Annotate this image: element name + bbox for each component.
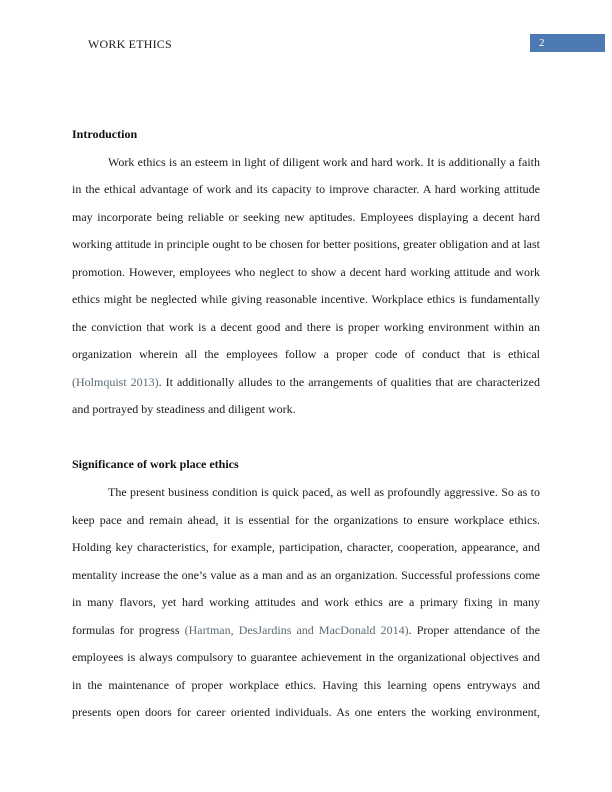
- paragraph-significance: [72, 479, 540, 727]
- section-heading-introduction: Introduction: [72, 127, 138, 141]
- paragraph-text: . Proper attendance of the employees is always compulsory to guarantee achievement in the organizational objectives and in the maintenance of proper workplace ethics. Having this learning opens entryways and presents open doors for career oriented individuals. As one enters the working environment,: [72, 622, 541, 720]
- page-number-field: 2: [530, 34, 605, 52]
- running-head: WORK ETHICS: [88, 37, 172, 51]
- citation-link-hartman[interactable]: (Hartman, DesJardins and MacDonald 2014): [184, 622, 409, 637]
- section-heading-significance: Significance of work place ethics: [72, 457, 239, 472]
- paragraph-text: The present business condition is quick paced, as well as profoundly aggressive. So as to keep pace and remain ahead, it is essential for the organizations to ensure workplace ethics. Holding key characteristics, for example, participation, character, cooperation, appearance, and mentality increase the one’s value as a man and as an organization. Successful professions come in many flavors, yet hard working attitudes and work ethics are a primary fixing in many formulas for progress: [72, 484, 540, 637]
- paragraph-text: . It additionally alludes to the arrangements of qualities that are characterized and portrayed by steadiness and diligent work.: [72, 374, 540, 417]
- document-body: [72, 121, 540, 727]
- paragraph-introduction: [72, 149, 540, 424]
- paragraph-text: Work ethics is an esteem in light of diligent work and hard work. It is additionally a faith in the ethical advantage of work and its capacity to improve character. A hard working attitude may incorporate being reliable or seeking new aptitudes. Employees displaying a decent hard working attitude in principle ought to be chosen for better positions, greater obligation and at last promotion. However, employees who neglect to show a decent hard working attitude and work ethics might be neglected while giving reasonable incentive. Workplace ethics is fundamentally the conviction that work is a decent good and there is proper working environment within an organization wherein all the employees follow a proper code of conduct that is ethical: [72, 154, 540, 362]
- citation-link-holmquist[interactable]: (Holmquist 2013): [72, 374, 159, 389]
